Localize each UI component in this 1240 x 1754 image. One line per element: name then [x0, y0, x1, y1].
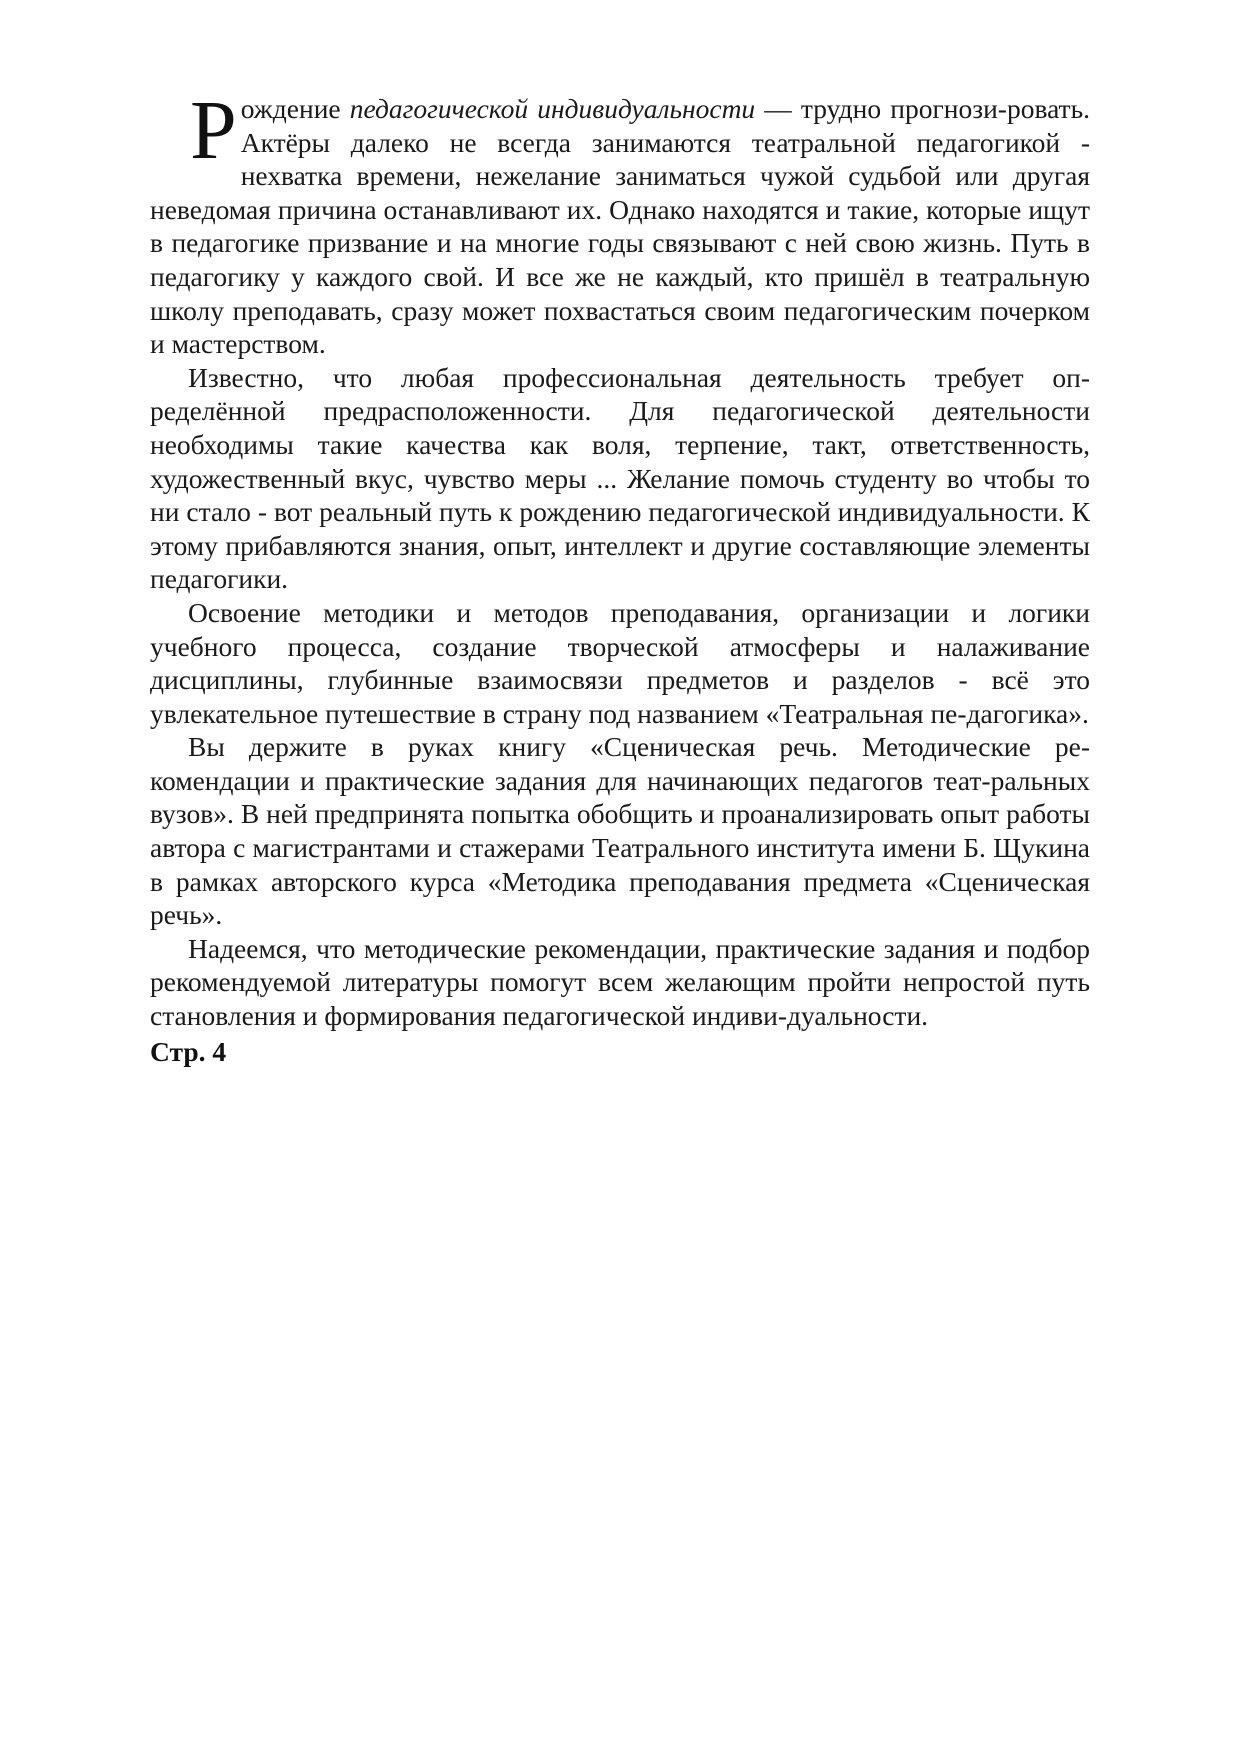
intro-rest: — трудно прогнози-ровать. Актёры далеко не всегда занимаются театральной педагогикой - нехватка времени, нежелание заниматься чужой судьбой или другая неведомая причина останавливают их. Однако находятся и такие, которые ищут в педагогике призвание и на многие годы связывают с ней свою жизнь. Путь в педагогику у каждого свой. И все же не каждый, кто пришёл в театральную школу преподавать, сразу может похвастаться своим педагогическим почерком и мастерством.	[150, 93, 1090, 360]
paragraph-methods: Освоение методики и методов преподавания, организации и логики учебного процесса, создание творческой атмосферы и налаживание дисциплины, глубинные взаимосвязи предметов и разделов - всё это увлекательное путешествие в страну под названием «Театральная пе-дагогика».	[150, 596, 1090, 729]
paragraph-book: Вы держите в руках книгу «Сценическая речь. Методические ре-комендации и практические задания для начинающих педагогов теат-ральных вузов». В ней предпринята попытка обобщить и проанализировать опыт работы автора с магистрантами и стажерами Театрального института имени Б. Щукина в рамках авторского курса «Методика преподавания предмета «Сценическая речь».	[150, 731, 1090, 931]
paragraph-qualities: Известно, что любая профессиональная деятельность требует оп-ределённой предрасположенности. Для педагогической деятельности необходимы такие качества как воля, терпение, такт, ответственность, художественный вкус, чувство меры ... Желание помочь студенту во чтобы то ни стало - вот реальный путь к рождению педагогической индивидуальности. К этому прибавляются знания, опыт, интеллект и другие составляющие элементы педагогики.	[150, 361, 1090, 595]
paragraph-intro	[150, 84, 1090, 361]
intro-lead: ождение	[240, 93, 350, 124]
intro-italic-phrase: педагогической индивидуальности	[349, 93, 756, 124]
paragraph-hope: Надеемся, что методические рекомендации, практические задания и подбор рекомендуемой литературы помогут всем желающим пройти непростой путь становления и формирования педагогической индиви-дуальности.	[150, 932, 1090, 1032]
body-text	[150, 84, 1090, 1068]
drop-cap: Р	[190, 84, 237, 177]
page-reference: Стр. 4	[150, 1035, 227, 1067]
